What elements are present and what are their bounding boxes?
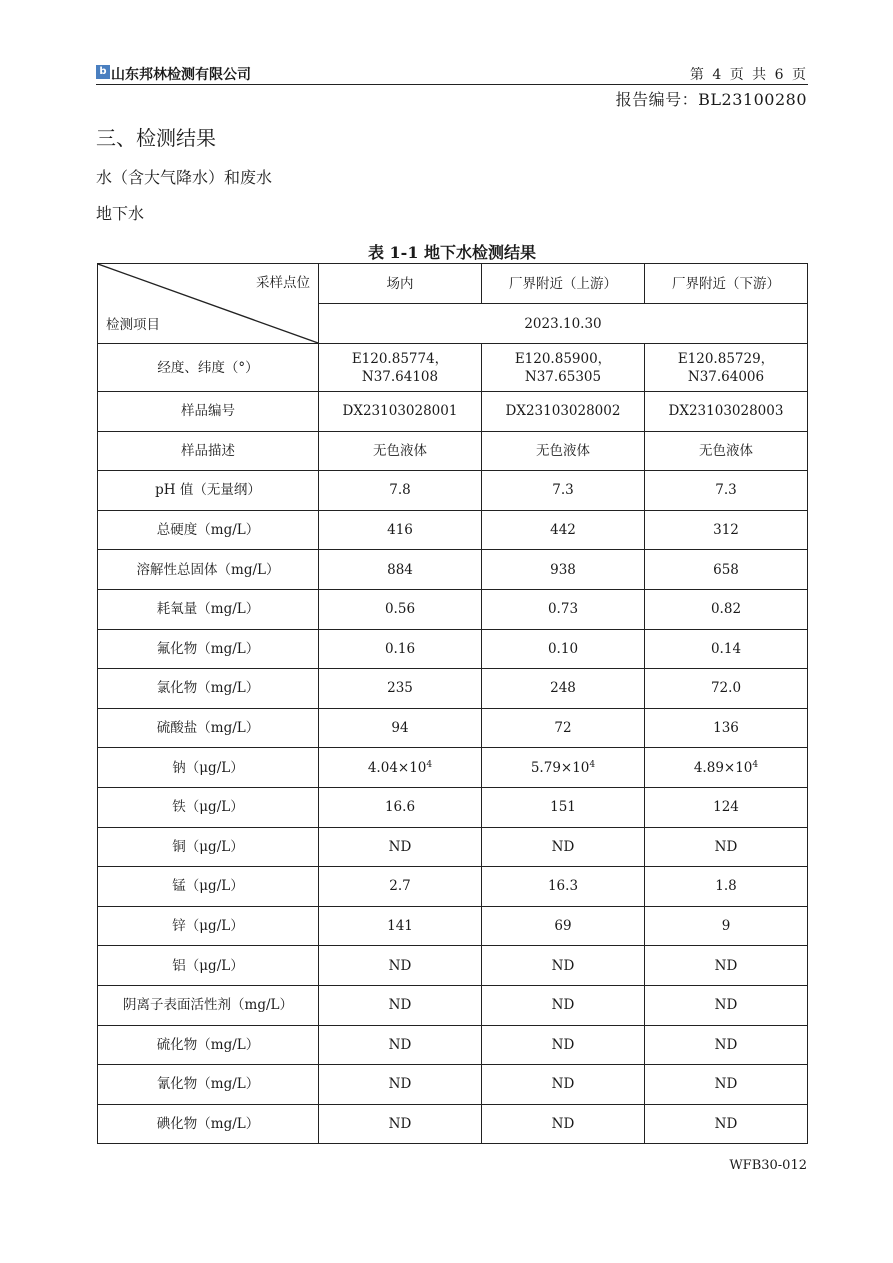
table-caption: 表 1-1 地下水检测结果 bbox=[367, 243, 537, 262]
coords-cell-1 bbox=[319, 344, 482, 392]
value-mantissa: 5.79×10 bbox=[530, 759, 590, 776]
subheading-groundwater: 地下水 bbox=[96, 204, 145, 223]
value-cell: ND bbox=[645, 946, 808, 986]
value-cell: ND bbox=[482, 1025, 645, 1065]
value-cell: 312 bbox=[645, 510, 808, 550]
table-row bbox=[98, 669, 808, 709]
company-logo-icon: b bbox=[96, 65, 110, 79]
value-cell: 235 bbox=[319, 669, 482, 709]
value-cell: ND bbox=[482, 1104, 645, 1144]
site-header-2: 厂界附近（上游） bbox=[482, 264, 645, 304]
value-cell: DX23103028003 bbox=[645, 392, 808, 432]
value-cell: 0.16 bbox=[319, 629, 482, 669]
value-cell: 124 bbox=[645, 787, 808, 827]
longitude-value: E120.85729， bbox=[677, 350, 775, 367]
value-cell: 1.8 bbox=[645, 867, 808, 907]
row-label: 铁（μg/L） bbox=[98, 787, 319, 827]
row-label: pH 值（无量纲） bbox=[98, 471, 319, 511]
value-cell: DX23103028002 bbox=[482, 392, 645, 432]
table-row bbox=[98, 985, 808, 1025]
value-cell: ND bbox=[319, 1104, 482, 1144]
value-cell: ND bbox=[482, 827, 645, 867]
page-number: 第 4 页 共 6 页 bbox=[689, 67, 808, 83]
value-cell: ND bbox=[319, 985, 482, 1025]
value-cell: 0.56 bbox=[319, 589, 482, 629]
value-cell: 16.3 bbox=[482, 867, 645, 907]
coords-cell-2 bbox=[482, 344, 645, 392]
longitude-value: E120.85774， bbox=[351, 350, 449, 367]
table-row bbox=[98, 867, 808, 907]
row-label: 碘化物（mg/L） bbox=[98, 1104, 319, 1144]
value-cell: ND bbox=[319, 946, 482, 986]
value-cell bbox=[482, 748, 645, 788]
row-label: 铝（μg/L） bbox=[98, 946, 319, 986]
value-exponent: 4 bbox=[752, 759, 759, 770]
value-cell: ND bbox=[645, 1104, 808, 1144]
value-cell: ND bbox=[319, 827, 482, 867]
site-header-1: 场内 bbox=[319, 264, 482, 304]
form-code: WFB30-012 bbox=[729, 1158, 807, 1173]
value-cell: ND bbox=[645, 1065, 808, 1105]
value-cell: 9 bbox=[645, 906, 808, 946]
value-cell bbox=[645, 748, 808, 788]
value-cell: 7.8 bbox=[319, 471, 482, 511]
value-cell: 94 bbox=[319, 708, 482, 748]
row-label: 阴离子表面活性剂（mg/L） bbox=[98, 985, 319, 1025]
row-label: 样品编号 bbox=[98, 392, 319, 432]
longitude-value: E120.85900， bbox=[514, 350, 612, 367]
value-cell: 416 bbox=[319, 510, 482, 550]
row-label: 硫化物（mg/L） bbox=[98, 1025, 319, 1065]
table-row bbox=[98, 550, 808, 590]
value-cell: ND bbox=[482, 946, 645, 986]
latitude-value: N37.65305 bbox=[524, 368, 602, 385]
value-cell: 无色液体 bbox=[319, 431, 482, 471]
table-row bbox=[98, 787, 808, 827]
corner-label-sampling-site: 采样点位 bbox=[256, 275, 310, 291]
row-label: 钠（μg/L） bbox=[98, 748, 319, 788]
row-label: 氰化物（mg/L） bbox=[98, 1065, 319, 1105]
value-cell: 938 bbox=[482, 550, 645, 590]
report-number: 报告编号：BL23100280 bbox=[615, 90, 807, 109]
value-cell: ND bbox=[482, 985, 645, 1025]
table-row bbox=[98, 589, 808, 629]
value-cell: 2.7 bbox=[319, 867, 482, 907]
value-cell: ND bbox=[482, 1065, 645, 1105]
value-cell: 7.3 bbox=[645, 471, 808, 511]
value-cell: ND bbox=[645, 827, 808, 867]
value-mantissa: 4.89×10 bbox=[693, 759, 753, 776]
value-cell: ND bbox=[645, 1025, 808, 1065]
row-label: 溶解性总固体（mg/L） bbox=[98, 550, 319, 590]
value-cell: 0.73 bbox=[482, 589, 645, 629]
value-cell: 442 bbox=[482, 510, 645, 550]
row-label: 总硬度（mg/L） bbox=[98, 510, 319, 550]
row-label: 耗氧量（mg/L） bbox=[98, 589, 319, 629]
table-corner-cell bbox=[98, 264, 319, 344]
value-cell: 141 bbox=[319, 906, 482, 946]
section-title: 三、检测结果 bbox=[96, 126, 216, 150]
sampling-date: 2023.10.30 bbox=[319, 304, 808, 344]
table-row bbox=[98, 510, 808, 550]
value-cell: DX23103028001 bbox=[319, 392, 482, 432]
coords-label: 经度、纬度（°） bbox=[98, 344, 319, 392]
value-cell: 7.3 bbox=[482, 471, 645, 511]
value-cell: 884 bbox=[319, 550, 482, 590]
company-name: 山东邦林检测有限公司 bbox=[111, 67, 251, 83]
row-label: 锌（μg/L） bbox=[98, 906, 319, 946]
site-header-3: 厂界附近（下游） bbox=[645, 264, 808, 304]
value-cell: 16.6 bbox=[319, 787, 482, 827]
table-row bbox=[98, 946, 808, 986]
table-row bbox=[98, 708, 808, 748]
table-row bbox=[98, 431, 808, 471]
value-cell: 136 bbox=[645, 708, 808, 748]
value-cell: ND bbox=[319, 1065, 482, 1105]
latitude-value: N37.64108 bbox=[361, 368, 439, 385]
value-exponent: 4 bbox=[589, 759, 596, 770]
row-label: 氟化物（mg/L） bbox=[98, 629, 319, 669]
value-cell: 72 bbox=[482, 708, 645, 748]
groundwater-results-table bbox=[97, 263, 808, 1144]
value-exponent: 4 bbox=[426, 759, 433, 770]
value-cell: 151 bbox=[482, 787, 645, 827]
row-label: 硫酸盐（mg/L） bbox=[98, 708, 319, 748]
value-cell: ND bbox=[645, 985, 808, 1025]
table-row bbox=[98, 827, 808, 867]
corner-label-test-item: 检测项目 bbox=[106, 317, 160, 333]
table-row bbox=[98, 471, 808, 511]
row-label: 样品描述 bbox=[98, 431, 319, 471]
table-row bbox=[98, 1065, 808, 1105]
value-cell: 248 bbox=[482, 669, 645, 709]
page-header bbox=[96, 62, 808, 85]
table-row bbox=[98, 1025, 808, 1065]
table-row bbox=[98, 748, 808, 788]
subheading-water: 水（含大气降水）和废水 bbox=[96, 168, 273, 187]
value-cell: 无色液体 bbox=[645, 431, 808, 471]
value-cell: 658 bbox=[645, 550, 808, 590]
value-cell: 72.0 bbox=[645, 669, 808, 709]
row-label: 锰（μg/L） bbox=[98, 867, 319, 907]
value-cell: 0.14 bbox=[645, 629, 808, 669]
value-cell: ND bbox=[319, 1025, 482, 1065]
table-row bbox=[98, 629, 808, 669]
coords-cell-3 bbox=[645, 344, 808, 392]
row-label: 氯化物（mg/L） bbox=[98, 669, 319, 709]
table-row bbox=[98, 1104, 808, 1144]
latitude-value: N37.64006 bbox=[687, 368, 765, 385]
value-mantissa: 4.04×10 bbox=[367, 759, 427, 776]
row-label: 铜（μg/L） bbox=[98, 827, 319, 867]
value-cell: 0.10 bbox=[482, 629, 645, 669]
value-cell bbox=[319, 748, 482, 788]
table-row bbox=[98, 392, 808, 432]
table-row bbox=[98, 906, 808, 946]
value-cell: 无色液体 bbox=[482, 431, 645, 471]
value-cell: 69 bbox=[482, 906, 645, 946]
value-cell: 0.82 bbox=[645, 589, 808, 629]
